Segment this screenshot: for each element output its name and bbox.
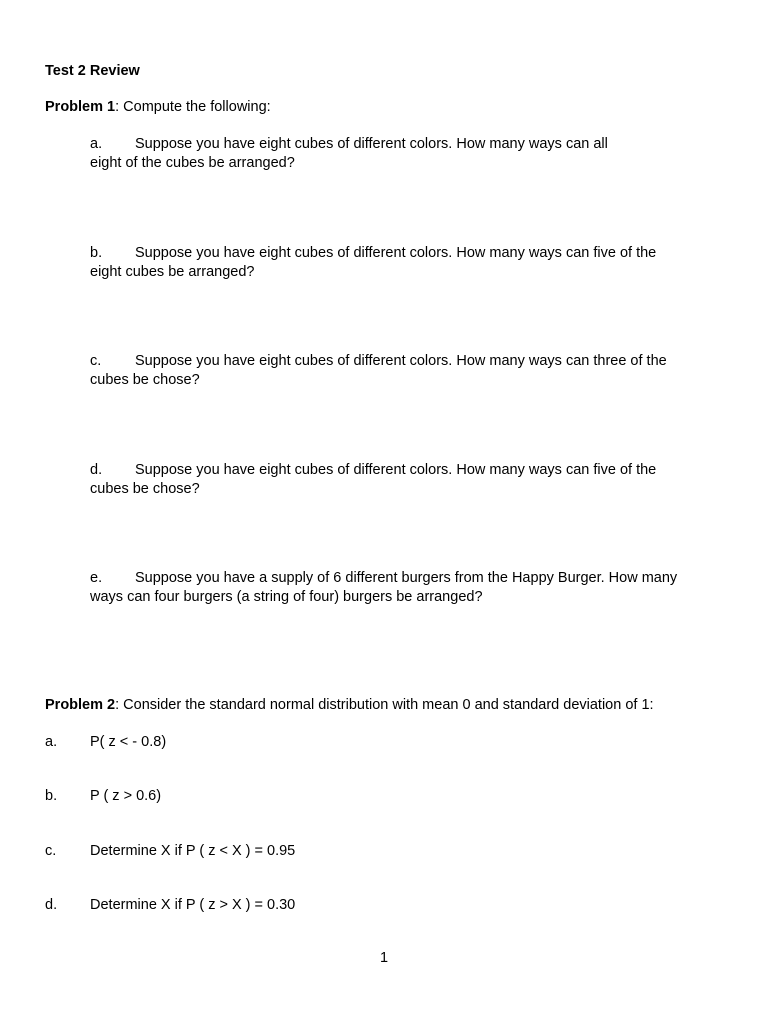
problem-1-heading (45, 98, 271, 117)
problem-1-item-b (90, 244, 730, 282)
problem-1-instruction: : Compute the following: (115, 99, 271, 115)
problem-1-item-a (90, 135, 730, 173)
item-letter: e. (90, 570, 103, 586)
item-text-line1: Suppose you have eight cubes of different colors. How many ways can three of the (135, 353, 667, 369)
problem-2-item-b (45, 787, 161, 806)
item-text-line2: eight of the cubes be arranged? (90, 155, 295, 171)
problem-2-instruction: : Consider the standard normal distribution with mean 0 and standard deviation of 1: (115, 697, 654, 713)
item-text: P( z < - 0.8) (90, 734, 167, 750)
item-text-line2: ways can four burgers (a string of four) burgers be arranged? (90, 589, 483, 605)
item-letter: c. (45, 843, 57, 859)
item-letter: d. (90, 462, 103, 478)
item-letter: c. (90, 353, 102, 369)
page-number: 1 (379, 950, 389, 966)
item-letter: b. (45, 788, 58, 804)
item-text-line2: cubes be chose? (90, 372, 200, 388)
item-text: Determine X if P ( z < X ) = 0.95 (90, 843, 296, 859)
item-letter: a. (90, 136, 103, 152)
problem-1-item-d (90, 461, 730, 499)
item-letter: a. (45, 734, 58, 750)
problem-1-item-c (90, 352, 730, 390)
item-text-line1: Suppose you have eight cubes of different colors. How many ways can five of the (135, 245, 657, 261)
problem-2-item-c (45, 842, 295, 861)
problem-2-item-d (45, 896, 295, 915)
item-text-line1: Suppose you have eight cubes of different colors. How many ways can five of the (135, 462, 657, 478)
problem-1-label: Problem 1 (45, 99, 116, 115)
item-text-line1: Suppose you have eight cubes of different colors. How many ways can all (135, 136, 608, 152)
item-text: P ( z > 0.6) (90, 788, 162, 804)
problem-2-label: Problem 2 (45, 697, 116, 713)
problem-1-item-e (90, 569, 730, 607)
item-letter: d. (45, 897, 58, 913)
item-text-line2: cubes be chose? (90, 481, 200, 497)
item-text-line1: Suppose you have a supply of 6 different burgers from the Happy Burger. How many (135, 570, 678, 586)
item-text: Determine X if P ( z > X ) = 0.30 (90, 897, 296, 913)
document-title: Test 2 Review (45, 63, 140, 79)
item-text-line2: eight cubes be arranged? (90, 264, 255, 280)
problem-2-item-a (45, 733, 166, 752)
problem-2-heading (45, 696, 654, 715)
item-letter: b. (90, 245, 103, 261)
